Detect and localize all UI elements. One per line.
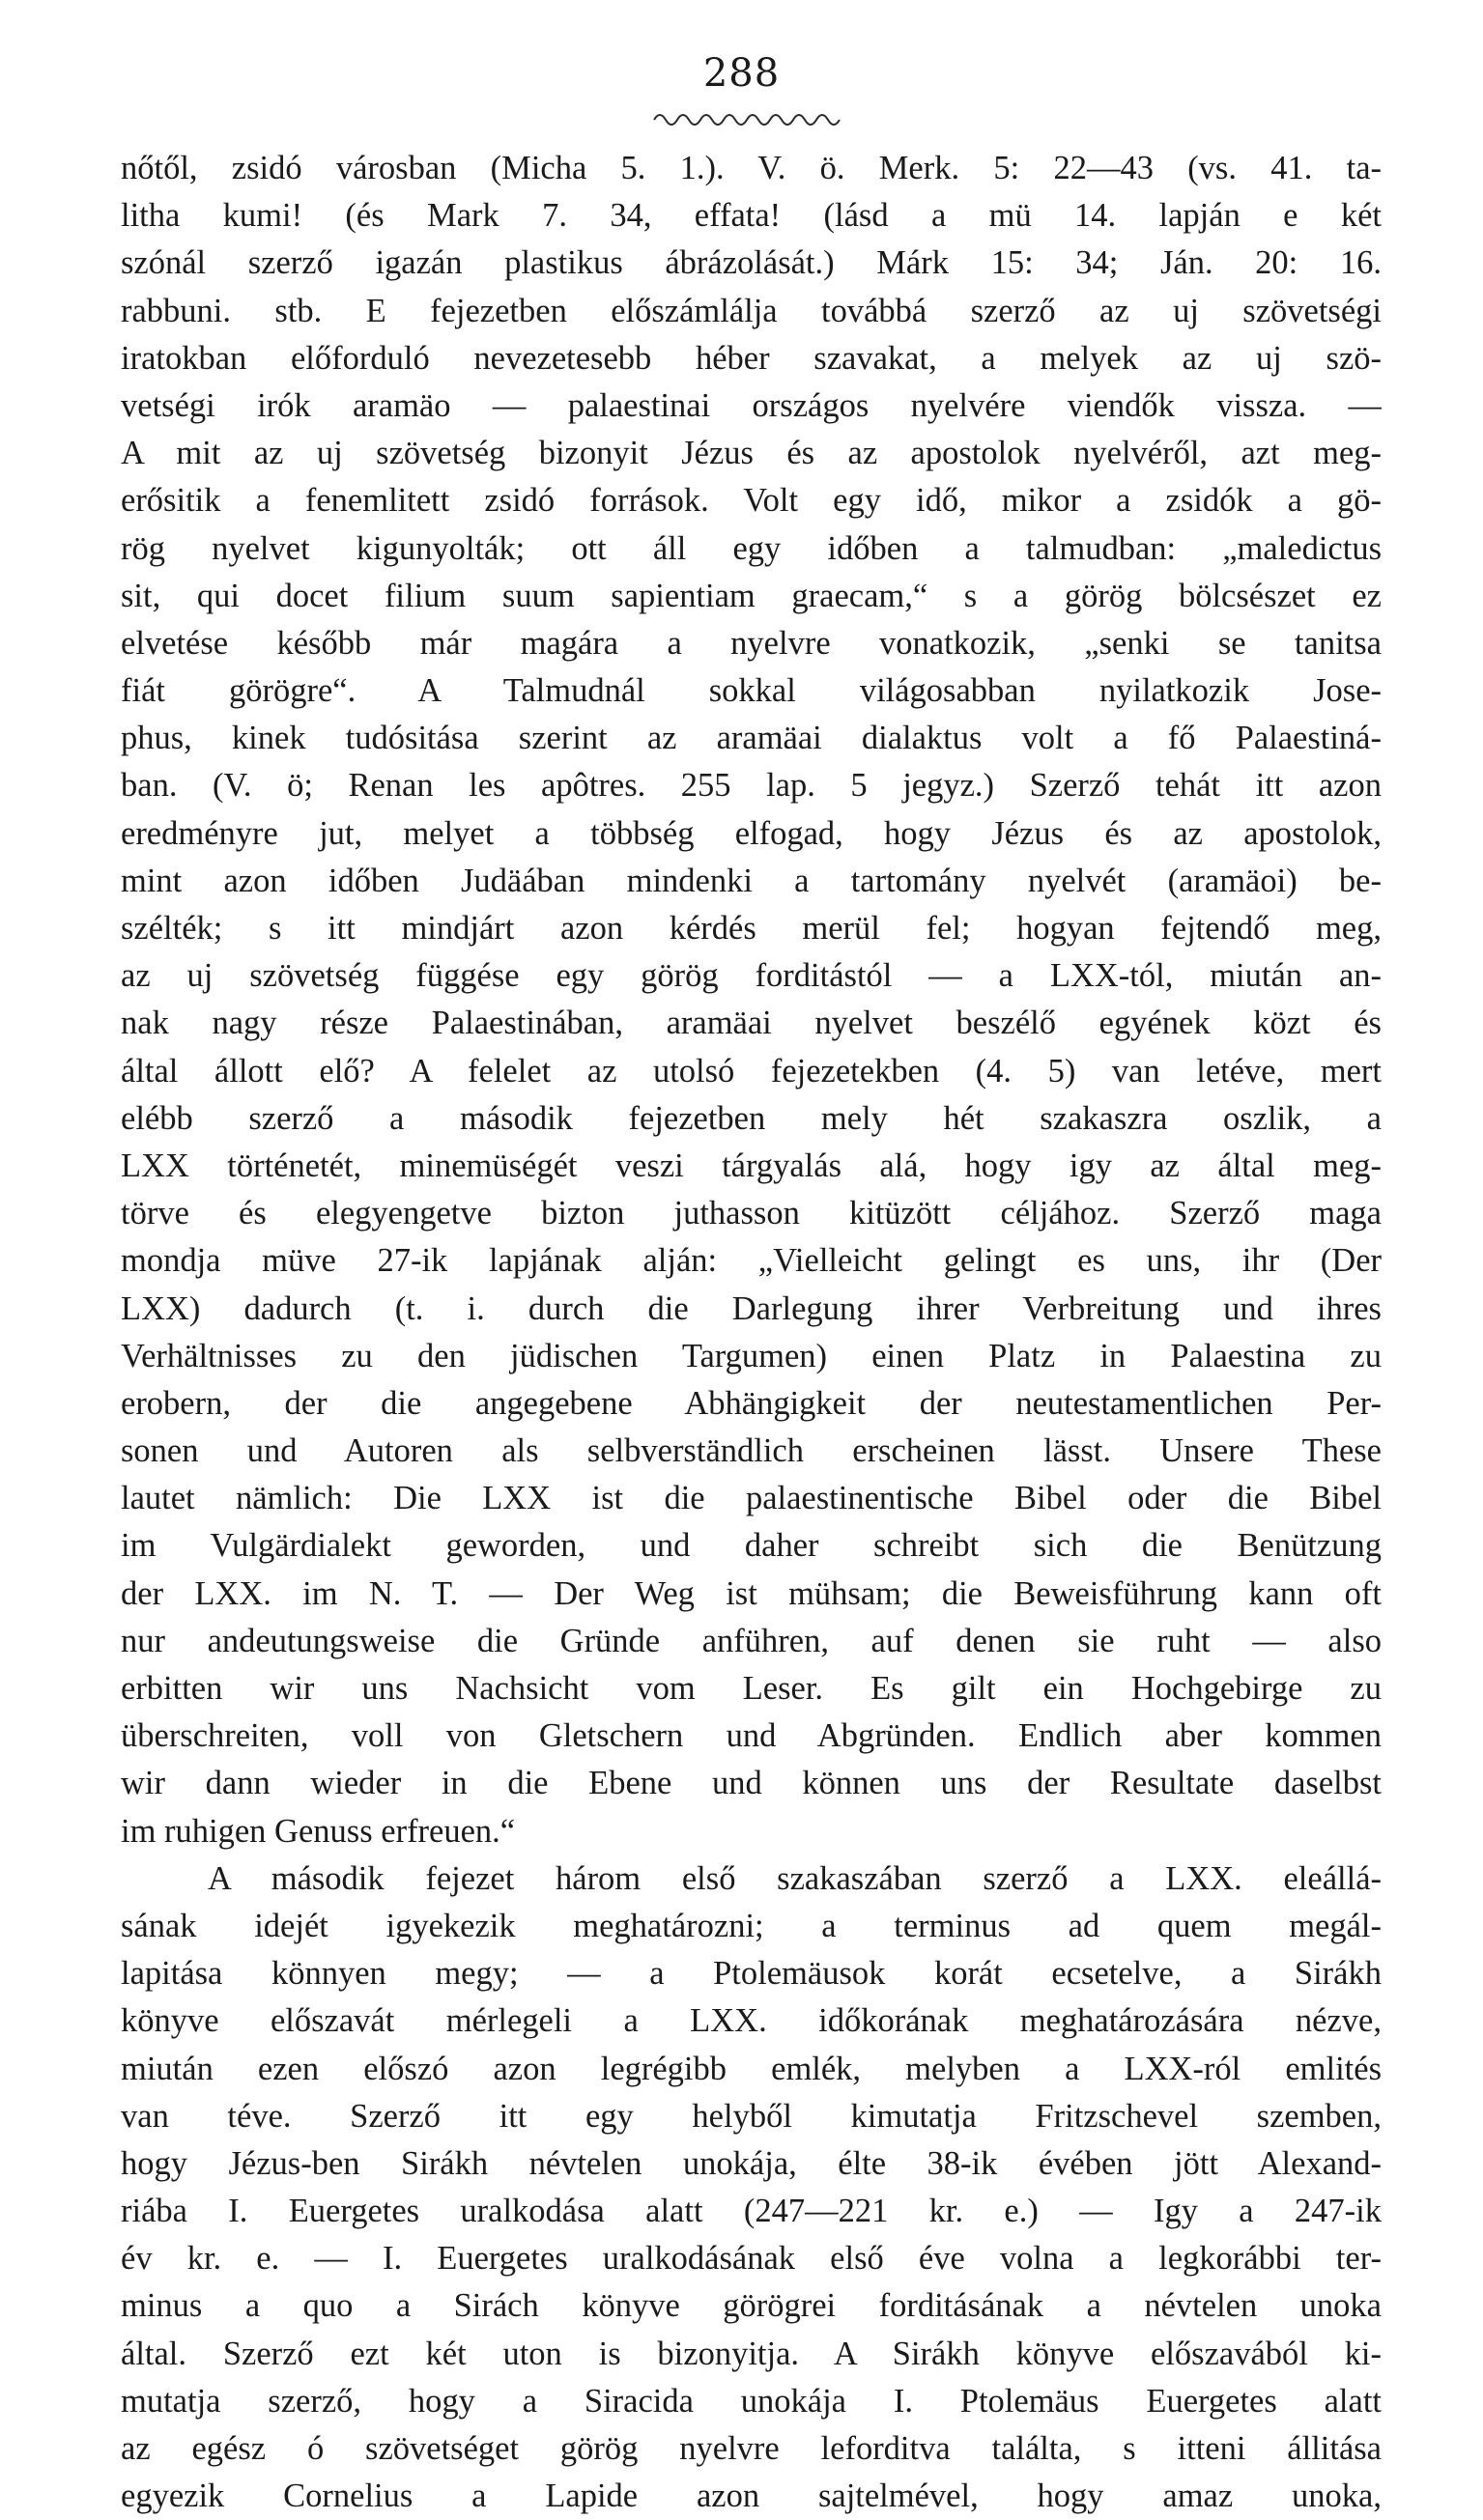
wavy-rule-ornament-icon bbox=[652, 108, 845, 126]
text-line: eredményre jut, melyet a többség elfogad, hogy Jézus és az apostolok, bbox=[121, 814, 1382, 852]
text-line: erősitik a fenemlitett zsidó források. Volt egy idő, mikor a zsidók a gö- bbox=[121, 482, 1382, 520]
text-line: törve és elegyengetve bizton juthasson kitüzött céljához. Szerző maga bbox=[121, 1195, 1382, 1232]
text-line: LXX történetét, minemüségét veszi tárgyalás alá, hogy igy az által meg- bbox=[121, 1147, 1382, 1184]
text-line: im ruhigen Genuss erfreuen.“ bbox=[121, 1812, 516, 1850]
text-line: rög nyelvet kigunyolták; ott áll egy időben a talmudban: „maledictus bbox=[121, 529, 1382, 567]
text-line: nak nagy része Palaestinában, aramäai nyelvet beszélő egyének közt és bbox=[121, 1005, 1382, 1042]
text-line: lautet nämlich: Die LXX ist die palaestinentische Bibel oder die Bibel bbox=[121, 1480, 1382, 1517]
text-line: erobern, der die angegebene Abhängigkeit der neutestamentlichen Per- bbox=[121, 1384, 1382, 1422]
text-line: phus, kinek tudósitása szerint az aramäai dialaktus volt a fő Palaestiná- bbox=[121, 720, 1382, 757]
text-line: riába I. Euergetes uralkodása alatt (247—221 kr. e.) — Igy a 247-ik bbox=[121, 2193, 1382, 2230]
text-line: fiát görögre“. A Talmudnál sokkal világosabban nyilatkozik Jose- bbox=[121, 672, 1382, 710]
page-number: 288 bbox=[702, 51, 781, 96]
text-line: A második fejezet három első szakaszában szerző a LXX. eleállá- bbox=[208, 1859, 1382, 1897]
text-line: LXX) dadurch (t. i. durch die Darlegung ihrer Verbreitung und ihres bbox=[121, 1289, 1382, 1327]
text-line: egyezik Cornelius a Lapide azon sajtelmével, hogy amaz unoka, bbox=[121, 2478, 1382, 2515]
text-line: iratokban előforduló nevezetesebb héber szavakat, a melyek az uj szö- bbox=[121, 339, 1382, 377]
text-line: überschreiten, voll von Gletschern und Abgründen. Endlich aber kommen bbox=[121, 1717, 1382, 1755]
text-line: der LXX. im N. T. — Der Weg ist mühsam; die Beweisführung kann oft bbox=[121, 1574, 1382, 1612]
text-line: nur andeutungsweise die Gründe anführen, auf denen sie ruht — also bbox=[121, 1622, 1382, 1659]
text-line: minus a quo a Sirách könyve görögrei forditásának a névtelen unoka bbox=[121, 2287, 1382, 2325]
text-line: ban. (V. ö; Renan les apôtres. 255 lap. 5 jegyz.) Szerző tehát itt azon bbox=[121, 767, 1382, 805]
text-line: im Vulgärdialekt geworden, und daher schreibt sich die Benützung bbox=[121, 1527, 1382, 1565]
text-line: szónál szerző igazán plastikus ábrázolását.) Márk 15: 34; Ján. 20: 16. bbox=[121, 244, 1382, 282]
text-line: miután ezen előszó azon legrégibb emlék, melyben a LXX-ról emlités bbox=[121, 2050, 1382, 2087]
text-line: A mit az uj szövetség bizonyit Jézus és az apostolok nyelvéről, azt meg- bbox=[121, 435, 1382, 472]
text-line: szélték; s itt mindjárt azon kérdés merül fel; hogyan fejtendő meg, bbox=[121, 910, 1382, 947]
text-line: vetségi irók aramäo — palaestinai országos nyelvére viendők vissza. — bbox=[121, 386, 1382, 424]
body-text bbox=[121, 145, 1382, 2520]
text-line: sonen und Autoren als selbverständlich erscheinen lässt. Unsere These bbox=[121, 1432, 1382, 1470]
text-line: Verhältnisses zu den jüdischen Targumen) einen Platz in Palaestina zu bbox=[121, 1337, 1382, 1374]
text-line: litha kumi! (és Mark 7. 34, effata! (lásd a mü 14. lapján e két bbox=[121, 197, 1382, 235]
text-line: sának idejét igyekezik meghatározni; a terminus ad quem megál- bbox=[121, 1907, 1382, 1944]
text-line: elvetése később már magára a nyelvre vonatkozik, „senki se tanitsa bbox=[121, 624, 1382, 662]
text-line: által állott elő? A felelet az utolsó fejezetekben (4. 5) van letéve, mert bbox=[121, 1052, 1382, 1090]
text-line: az egész ó szövetséget görög nyelvre leforditva találta, s itteni állitása bbox=[121, 2430, 1382, 2467]
text-line: erbitten wir uns Nachsicht vom Leser. Es gilt ein Hochgebirge zu bbox=[121, 1670, 1382, 1707]
text-line: által. Szerző ezt két uton is bizonyitja. A Sirákh könyve előszavából ki- bbox=[121, 2335, 1382, 2372]
text-line: elébb szerző a második fejezetben mely hét szakaszra oszlik, a bbox=[121, 1099, 1382, 1137]
text-line: rabbuni. stb. E fejezetben előszámlálja továbbá szerző az uj szövetségi bbox=[121, 292, 1382, 329]
text-line: lapitása könnyen megy; — a Ptolemäusok korát ecsetelve, a Sirákh bbox=[121, 1955, 1382, 1993]
text-line: wir dann wieder in die Ebene und können uns der Resultate daselbst bbox=[121, 1765, 1382, 1802]
text-line: az uj szövetség függése egy görög forditástól — a LXX-tól, miután an- bbox=[121, 957, 1382, 995]
text-line: mondja müve 27-ik lapjának alján: „Vielleicht gelingt es uns, ihr (Der bbox=[121, 1242, 1382, 1280]
text-line: hogy Jézus-ben Sirákh névtelen unokája, élte 38-ik évében jött Alexand- bbox=[121, 2144, 1382, 2182]
text-line: nőtől, zsidó városban (Micha 5. 1.). V. ö. Merk. 5: 22—43 (vs. 41. ta- bbox=[121, 150, 1382, 186]
text-line: van téve. Szerző itt egy helyből kimutatja Fritzschevel szemben, bbox=[121, 2097, 1382, 2135]
text-line: sit, qui docet filium suum sapientiam graecam,“ s a görög bölcsészet ez bbox=[121, 577, 1382, 614]
text-line: mint azon időben Judäában mindenki a tartomány nyelvét (aramäoi) be- bbox=[121, 862, 1382, 899]
text-line: év kr. e. — I. Euergetes uralkodásának első éve volna a legkorábbi ter- bbox=[121, 2240, 1382, 2278]
text-line: mutatja szerző, hogy a Siracida unokája I. Ptolemäus Euergetes alatt bbox=[121, 2382, 1382, 2420]
text-line: könyve előszavát mérlegeli a LXX. időkorának meghatározására nézve, bbox=[121, 2002, 1382, 2040]
